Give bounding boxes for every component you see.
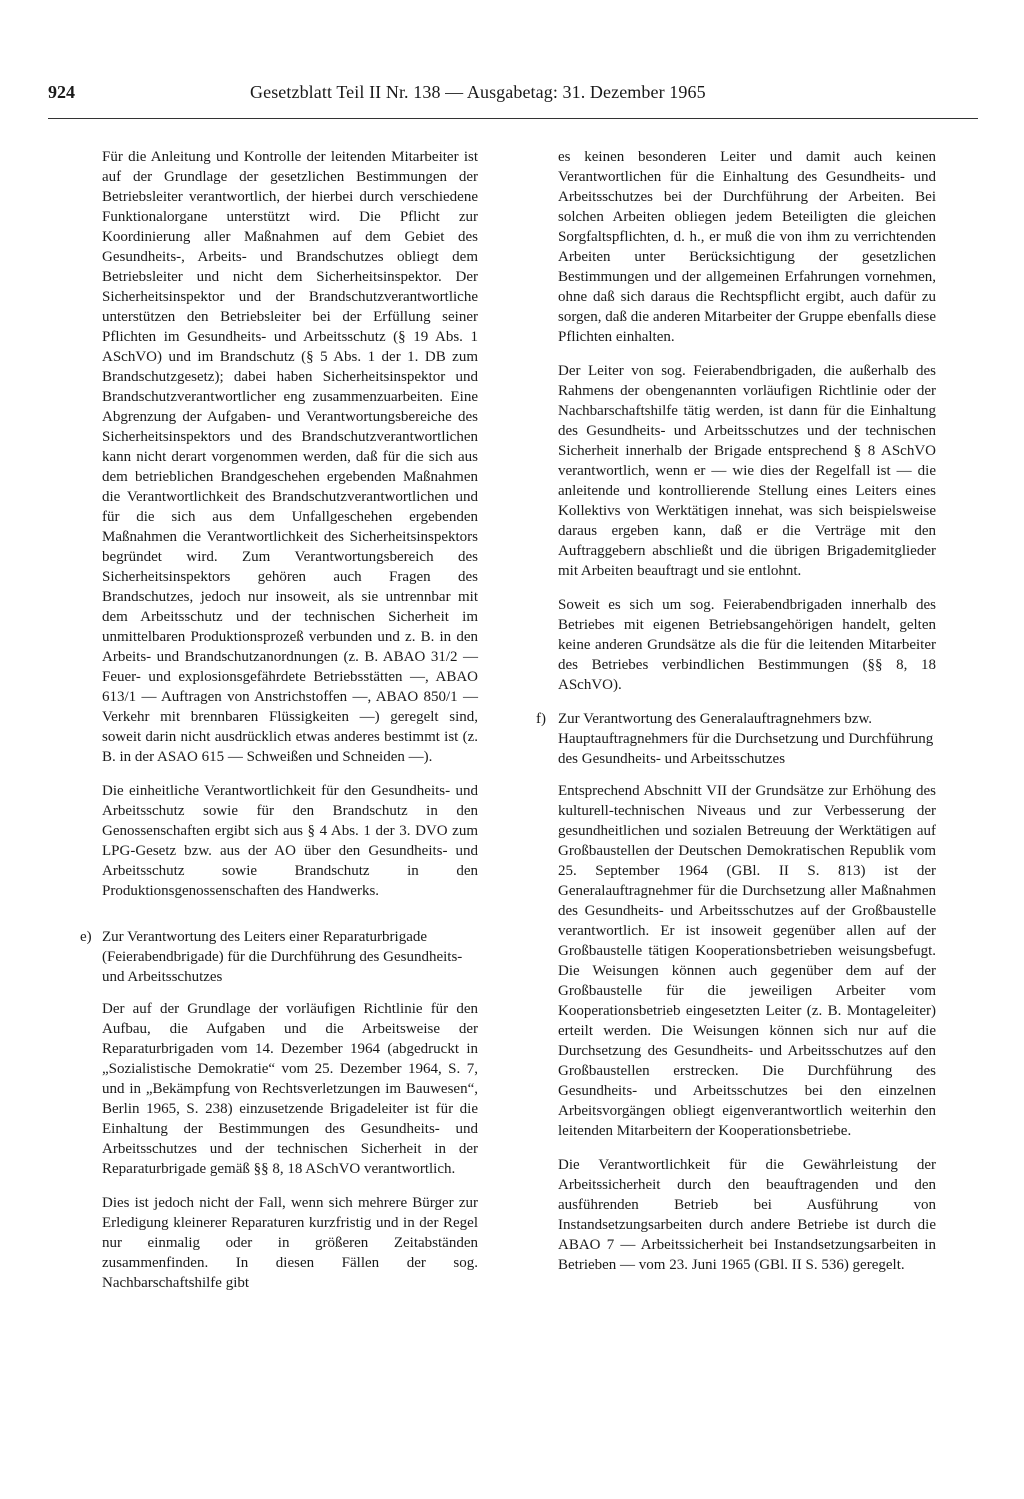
left-column bbox=[80, 147, 478, 1307]
paragraph: Der auf der Grundlage der vorläufigen Richtlinie für den Aufbau, die Aufgaben und die Arbeitsweise der Reparaturbrigaden vom 14. Dezember 1964 (abgedruckt in „Sozialistische Demokratie“ vom 25. Dezember 1964, S. 7, und in „Bekämpfung von Rechtsverletzungen im Bauwesen“, Berlin 1965, S. 238) einzusetzende Brigadeleiter ist für die Einhaltung der Bestimmungen des Gesundheits- und Arbeitsschutzes und der technischen Sicherheit in der Reparaturbrigade gemäß §§ 8, 18 ASchVO verantwortlich. bbox=[102, 1001, 478, 1177]
paragraph: Die einheitliche Verantwortlichkeit für den Gesundheits- und Arbeitsschutz sowie für den Brandschutz in den Genossenschaften ergibt sich aus § 4 Abs. 1 der 3. DVO zum LPG-Gesetz bzw. aus der AO über den Gesundheits- und Arbeitsschutz sowie Brandschutz in den Produktionsgenossenschaften des Handwerks. bbox=[102, 783, 478, 899]
paragraph: Der Leiter von sog. Feierabendbrigaden, die außerhalb des Rahmens der obengenannten vorläufigen Richtlinie oder der Nachbarschaftshilfe tätig werden, ist dann für die Einhaltung des Gesundheits- und Arbeitsschutzes und der technischen Sicherheit innerhalb der Brigade entsprechend § 8 ASchVO verantwortlich, wenn er — wie dies der Regelfall ist — die anleitende und kontrollierende Stellung eines Leiters eines Kollektivs von Werktätigen innehat, was sich beispielsweise daraus ergeben kann, daß er die Verträge mit den Auftraggebern abschließt und die übrigen Brigademitglieder mit Arbeiten beauftragt und sie entlohnt. bbox=[558, 363, 936, 579]
header-rule bbox=[48, 118, 978, 119]
section-e bbox=[80, 927, 478, 1293]
paragraph: Soweit es sich um sog. Feierabendbrigaden innerhalb des Betriebes mit eigenen Betriebsangehörigen handelt, gelten keine anderen Grundsätze als die für die leitenden Mitarbeiter des Betriebes verbindlichen Bestimmungen (§§ 8, 18 ASchVO). bbox=[558, 597, 936, 693]
header-title: Gesetzblatt Teil II Nr. 138 — Ausgabetag: 31. Dezember 1965 bbox=[250, 82, 706, 102]
paragraph: Für die Anleitung und Kontrolle der leitenden Mitarbeiter ist auf der Grundlage der gesetzlichen Bestimmungen der Betriebsleiter verantwortlich, der hierbei durch verschiedene Funktionalorgane unterstützt wird. Die Pflicht zur Koordinierung aller Maßnahmen auf dem Gebiet des Gesundheits-, Arbeits- und Brandschutzes obliegt dem Betriebsleiter und nicht dem Sicherheitsinspektor. Der Sicherheitsinspektor und der Brandschutzverantwortliche unterstützen den Betriebsleiter bei der Erfüllung seiner Pflichten im Gesundheits- und Arbeitsschutz (§ 19 Abs. 1 ASchVO) und im Brandschutz (§ 5 Abs. 1 der 1. DB zum Brandschutzgesetz); dabei haben Sicherheitsinspektor und Brandschutzverantwortlicher eng zusammenzuarbeiten. Eine Abgrenzung der Aufgaben- und Verantwortungsbereiche des Sicherheitsinspektors und des Brandschutzverantwortlichen kann nicht derart vorgenommen werden, daß für die sich aus dem betrieblichen Brandgeschehen ergebenden Maßnahmen die Verantwortlichkeit des Brandschutzverantwortlichen und für die sich aus dem Unfallgeschehen ergebenden Maßnahmen die Verantwortlichkeit des Sicherheitsinspektors begründet wird. Zum Verantwortungsbereich des Sicherheitsinspektors gehören auch Fragen des Brandschutzes, jedoch nur insoweit, als sie untrennbar mit dem Arbeitsschutz und der technischen Sicherheit im unmittelbaren Produktionsprozeß verbunden und z. B. in den Arbeits- und Brandschutzanordnungen (z. B. ABAO 31/2 — Feuer- und explosionsgefährdete Betriebsstätten —, ABAO 613/1 — Auftragen von Anstrichstoffen —, ABAO 850/1 — Verkehr mit brennbaren Flüssigkeiten —) geregelt sind, soweit darin nicht ausdrücklich etwas anderes bestimmt ist (z. B. in der ASAO 615 — Schweißen und Schneiden —). bbox=[102, 149, 478, 765]
section-f bbox=[536, 709, 936, 1275]
page-number: 924 bbox=[48, 82, 75, 102]
section-marker: f) bbox=[536, 711, 546, 727]
paragraph: Entsprechend Abschnitt VII der Grundsätze zur Erhöhung des kulturell-technischen Niveaus und zur Verbesserung der gesundheitlichen und sozialen Betreuung der Werktätigen auf Großbaustellen der Deutschen Demokratischen Republik vom 25. September 1964 (GBl. II S. 813) ist der Generalauftragnehmer für die Durchsetzung aller Maßnahmen des Gesundheits- und Arbeitsschutzes auf der Großbaustelle verantwortlich. Er ist insoweit gegenüber allen auf der Großbaustelle tätigen Kooperationsbetrieben weisungsbefugt. Die Weisungen können auch gegenüber dem auf der Großbaustelle für die jeweiligen Arbeiter vom Kooperationsbetrieb eingesetzten Leiter (z. B. Montageleiter) erteilt werden. Die Weisungen können sich nur auf die Durchsetzung des Gesundheits- und Arbeitsschutzes auf den Großbaustellen erstrecken. Die Durchführung des Gesundheits- und Arbeitsschutzes bei den einzelnen Arbeitsvorgängen obliegt eigenverantwortlich weiterhin den leitenden Mitarbeitern der Kooperationsbetriebe. bbox=[558, 783, 936, 1139]
right-column bbox=[536, 147, 936, 1289]
section-heading: Zur Verantwortung des Generalauftragnehmers bzw. Hauptauftragnehmers für die Durchsetzung und Durchführung des Gesundheits- und Arbeitsschutzes bbox=[558, 711, 934, 767]
paragraph: Die Verantwortlichkeit für die Gewährleistung der Arbeitssicherheit durch den beauftragenden und den ausführenden Betrieb bei Ausführung von Instandsetzungsarbeiten durch andere Betriebe ist durch die ABAO 7 — Arbeitssicherheit bei Instandsetzungsarbeiten in Betrieben — vom 23. Juni 1965 (GBl. II S. 536) geregelt. bbox=[558, 1157, 936, 1273]
paragraph: Dies ist jedoch nicht der Fall, wenn sich mehrere Bürger zur Erledigung kleinerer Reparaturen kurzfristig und in der Regel nur einmalig oder in größeren Zeitabständen zusammenfinden. In diesen Fällen der sog. Nachbarschaftshilfe gibt bbox=[102, 1195, 478, 1291]
page-header bbox=[48, 82, 978, 114]
section-heading: Zur Verantwortung des Leiters einer Reparaturbrigade (Feierabendbrigade) für die Durchführung des Gesundheits- und Arbeitsschutzes bbox=[102, 929, 463, 985]
section-marker: e) bbox=[80, 929, 92, 945]
paragraph: es keinen besonderen Leiter und damit auch keinen Verantwortlichen für die Einhaltung des Gesundheits- und Arbeitsschutzes bei der Durchführung der Arbeiten. Bei solchen Arbeiten obliegen jedem Beteiligten die gleichen Sorgfaltspflichten, d. h., er muß die von ihm zu verrichtenden Arbeiten unter Berücksichtigung der gesetzlichen Bestimmungen und der allgemeinen Erfahrungen vornehmen, ohne daß sich daraus die Rechtspflicht ergibt, auch dafür zu sorgen, daß die anderen Mitarbeiter der Gruppe ebenfalls diese Pflichten einhalten. bbox=[558, 149, 936, 345]
